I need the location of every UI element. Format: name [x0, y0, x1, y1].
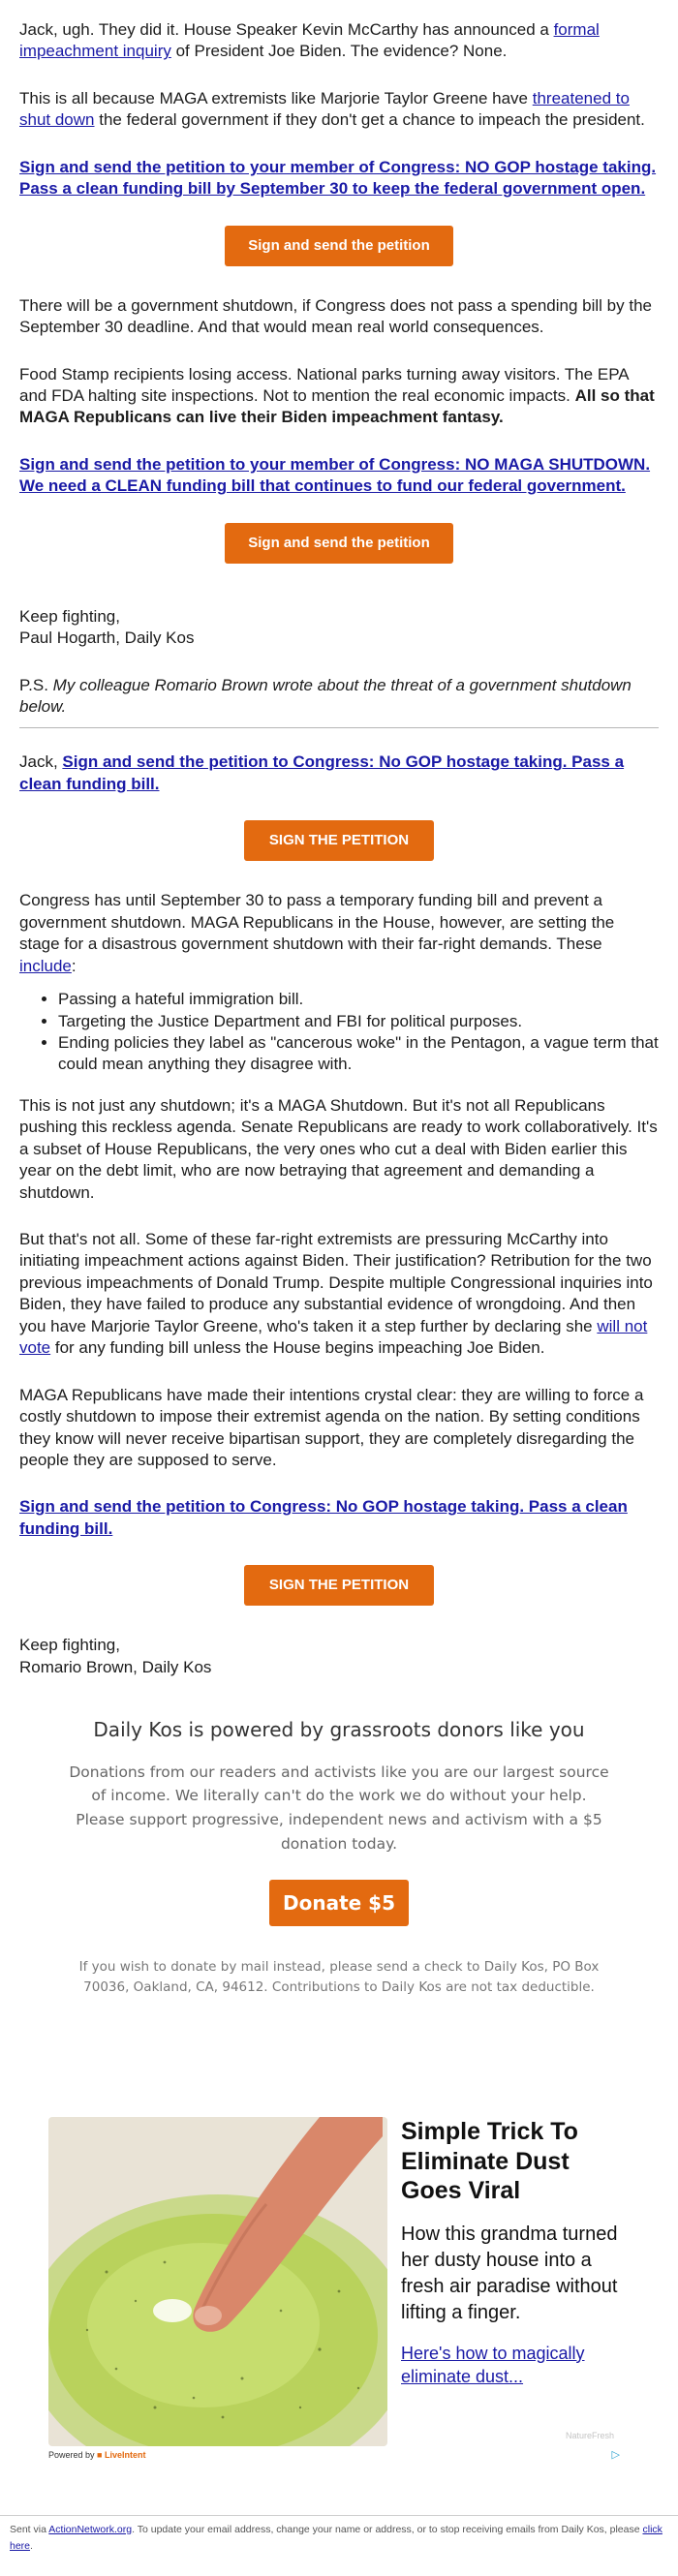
- demands-list: [19, 989, 659, 1076]
- sign-the-petition-button-2[interactable]: SIGN THE PETITION: [244, 1565, 434, 1606]
- second-greeting: Jack, Sign and send the petition to Congress: No GOP hostage taking. Pass a clean funding bill.: [19, 752, 625, 793]
- impeachment-inquiry-link[interactable]: formal impeachment inquiry: [19, 20, 600, 61]
- list-item: • Targeting the Justice Department and FBI for political purposes.: [58, 1011, 659, 1032]
- ad-text: [401, 2117, 630, 2388]
- actionnetwork-link[interactable]: ActionNetwork.org: [48, 2524, 133, 2535]
- impeachment-fantasy-bold: All so that MAGA Republicans can live their Biden impeachment fantasy.: [19, 385, 655, 427]
- adchoices-icon[interactable]: ▷: [611, 2449, 620, 2461]
- section-divider: [19, 727, 659, 728]
- mail-donation-text: If you wish to donate by mail instead, please send a check to Daily Kos, PO Box 70036, Oakland, CA, 94612. Contributions to Daily Kos are not tax deductible.: [78, 1958, 600, 1996]
- list-item: • Passing a hateful immigration bill.: [58, 989, 659, 1010]
- liveintent-logo: ■: [97, 2450, 103, 2460]
- email-footer-bar: Sent via ActionNetwork.org. To update your email address, change your name or address, or to stop receiving emails from Daily Kos, please click here.: [0, 2515, 678, 2576]
- threatened-shutdown-link[interactable]: threatened to shut down: [19, 88, 630, 130]
- second-paragraph-2: This is not just any shutdown; it's a MAGA Shutdown. But it's not all Republicans pushing this reckless agenda. Senate Republicans are ready to work collaboratively. It's a subset of House Republicans, the very ones who cut a deal with Biden earlier this year on the debt limit, who are now betraying that agreement and demanding a shutdown.: [19, 1095, 658, 1202]
- ad-link[interactable]: Here's how to magically eliminate dust...: [401, 2343, 585, 2386]
- intro-paragraph-1: Jack, ugh. They did it. House Speaker Kevin McCarthy has announced a formal impeachment inquiry of President Joe Biden. The evidence? None.: [19, 20, 600, 61]
- petition-cta-link-4[interactable]: Sign and send the petition to Congress: No GOP hostage taking. Pass a clean funding bill.: [19, 1497, 628, 1538]
- ad-headline[interactable]: Simple Trick To Eliminate Dust Goes Viral: [401, 2118, 578, 2204]
- intro-paragraph-2: This is all because MAGA extremists like Marjorie Taylor Greene have threatened to shut down the federal government if they don't get a chance to impeach the president.: [19, 88, 645, 130]
- postscript: P.S. My colleague Romario Brown wrote about the threat of a government shutdown below.: [19, 675, 632, 716]
- ad-description: How this grandma turned her dusty house into a fresh air paradise without lifting a finger.: [401, 2223, 618, 2323]
- petition-cta-link-3[interactable]: Sign and send the petition to Congress: No GOP hostage taking. Pass a clean funding bill.: [19, 752, 625, 793]
- second-paragraph-1: Congress has until September 30 to pass a temporary funding bill and prevent a government shutdown. MAGA Republicans in the House, however, are setting the stage for a disastrous government shutdown with their far-right demands. These include:: [19, 891, 615, 975]
- sign-petition-button-2[interactable]: Sign and send the petition: [225, 523, 453, 564]
- intro-paragraph-3: There will be a government shutdown, if Congress does not pass a spending bill by the September 30 deadline. And that would mean real world consequences.: [19, 295, 652, 337]
- ad-brand: NatureFresh: [565, 2431, 614, 2440]
- ad-image[interactable]: [48, 2117, 387, 2446]
- footer-heading: Daily Kos is powered by grassroots donors like you: [93, 1718, 585, 1742]
- unsubscribe-link[interactable]: click here: [10, 2524, 663, 2552]
- petition-cta-link-1[interactable]: Sign and send the petition to your member of Congress: NO GOP hostage taking. Pass a clean funding bill by September 30 to keep the federal government open.: [19, 157, 657, 199]
- petition-cta-link-2[interactable]: Sign and send the petition to your member of Congress: NO MAGA SHUTDOWN. We need a CLEAN funding bill that continues to fund our federal government.: [19, 454, 651, 496]
- donate-button[interactable]: Donate $5: [269, 1880, 409, 1926]
- intro-paragraph-4: Food Stamp recipients losing access. National parks turning away visitors. The EPA and FDA halting site inspections. Not to mention the real economic impacts. All so that MAGA Republicans can live their Biden impeachment fantasy.: [19, 364, 655, 427]
- powered-by: Powered by ■ LiveIntent: [48, 2450, 146, 2460]
- ad-illustration: [48, 2117, 387, 2446]
- footer-text: Donations from our readers and activists like you are our largest source of income. We literally can't do the work we do without your help. Please support progressive, independent news and activism with a $5 donation today.: [69, 1763, 609, 1853]
- signoff-paul: Keep fighting, Paul Hogarth, Daily Kos: [19, 606, 195, 648]
- signoff-romario: Keep fighting, Romario Brown, Daily Kos: [19, 1636, 212, 1676]
- sign-petition-button-1[interactable]: Sign and send the petition: [225, 226, 453, 266]
- sign-the-petition-button-1[interactable]: SIGN THE PETITION: [244, 820, 434, 861]
- include-link[interactable]: include: [19, 956, 72, 975]
- list-item: • Ending policies they label as "cancerous woke" in the Pentagon, a vague term that could mean anything they disagree with.: [58, 1032, 659, 1076]
- will-not-vote-link[interactable]: will not vote: [19, 1316, 648, 1358]
- donation-footer: [19, 1717, 659, 1999]
- second-paragraph-3: But that's not all. Some of these far-right extremists are pressuring McCarthy into initiating impeachment actions against Biden. Their justification? Retribution for the two previous impeachments of Donald Trump. Despite multiple Congressional inquiries into Biden, they have failed to produce any substantial evidence of wrongdoing. And then you have Marjorie Taylor Greene, who's taken it a step further by declaring she will not vote for any funding bill unless the House begins impeaching Joe Biden.: [19, 1230, 653, 1358]
- sponsored-ad[interactable]: [48, 2117, 630, 2475]
- second-paragraph-4: MAGA Republicans have made their intentions crystal clear: they are willing to force a costly shutdown to impose their extremist agenda on the nation. By setting conditions they know will never receive bipartisan support, they are completely disregarding the people they are supposed to serve.: [19, 1385, 644, 1469]
